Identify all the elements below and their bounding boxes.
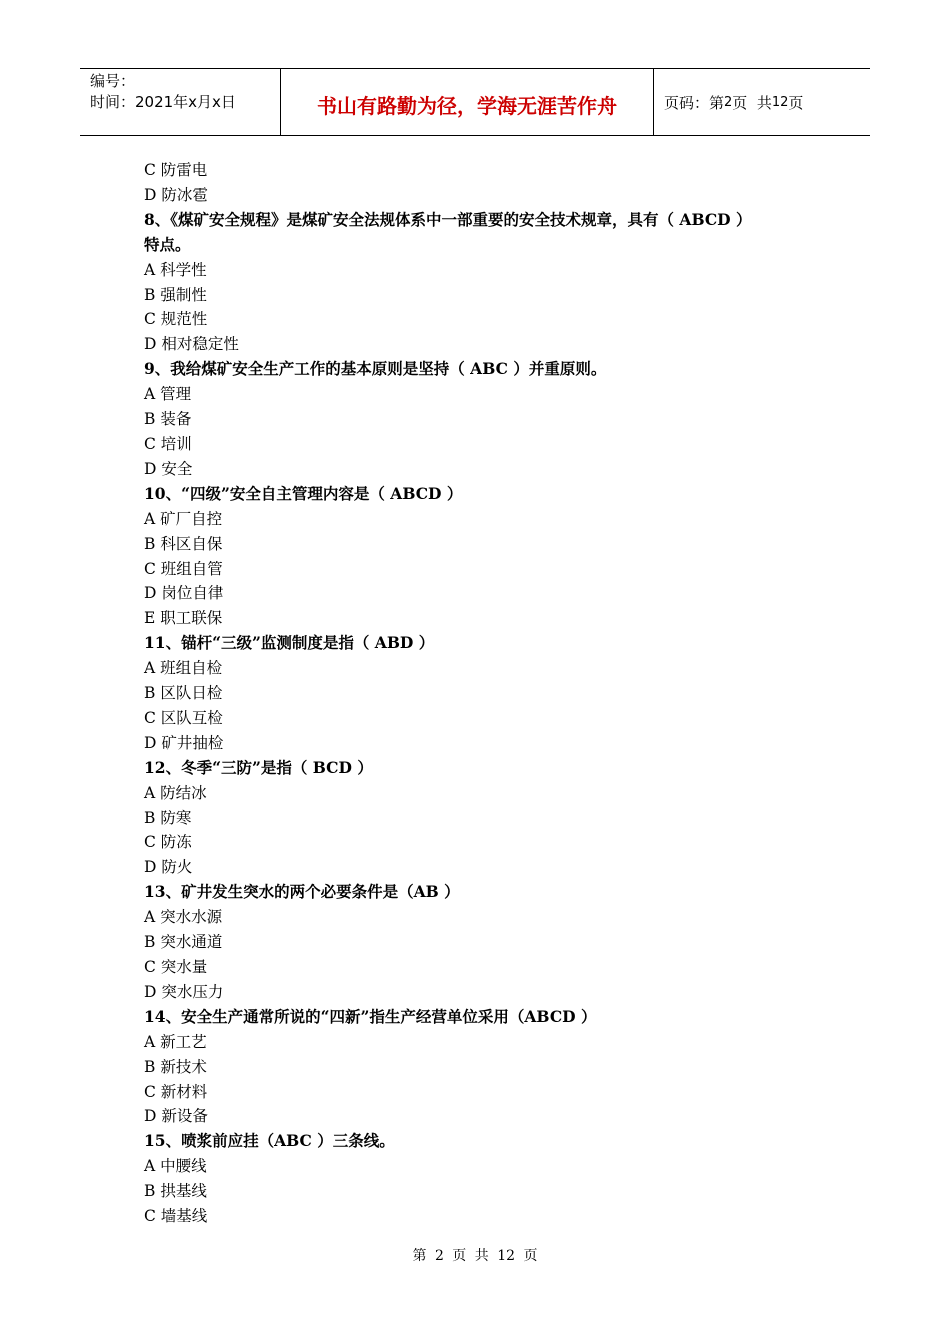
header-info-cell: [80, 69, 281, 135]
option-line: C 新材料: [144, 1082, 208, 1101]
option-line: C 防雷电: [144, 161, 208, 179]
page-current: 2: [724, 94, 733, 110]
page-footer: 第 2 页 共 12 页: [412, 1248, 538, 1264]
page-prefix: 页码：第: [664, 93, 725, 112]
code-label: 编号：: [90, 72, 136, 90]
question-line: 13、矿井发生突水的两个必要条件是（AB ）: [144, 882, 460, 902]
page-suffix: 页: [788, 93, 804, 112]
option-line: A 中腰线: [144, 1157, 207, 1176]
option-line: A 班组自检: [144, 659, 223, 678]
option-line: D 安全: [144, 459, 193, 478]
option-line: B 突水通道: [144, 933, 223, 952]
option-line: C 规范性: [144, 310, 208, 329]
option-line: B 装备: [144, 410, 192, 429]
question-line: 9、我给煤矿安全生产工作的基本原则是坚持（ ABC ）并重原则。: [144, 359, 607, 379]
question-line: 14、安全生产通常所说的“四新”指生产经营单位采用（ABCD ）: [144, 1006, 597, 1026]
header-page-cell: [654, 69, 870, 135]
question-line: 特点。: [144, 234, 191, 254]
option-line: A 矿厂自控: [144, 509, 223, 528]
page-total: 12: [771, 94, 789, 110]
option-line: A 新工艺: [144, 1032, 207, 1051]
option-line: B 防寒: [144, 808, 192, 827]
option-line: D 矿井抽检: [144, 733, 224, 752]
page-header: [80, 68, 870, 136]
question-line: 11、锚杆“三级”监测制度是指（ ABD ）: [144, 633, 435, 653]
motto-text: 书山有路勤为径，学海无涯苦作舟: [317, 93, 617, 118]
option-line: C 区队互检: [144, 708, 223, 727]
option-line: A 科学性: [144, 260, 207, 279]
document-body: [144, 158, 824, 1229]
option-line: D 相对稳定性: [144, 335, 239, 354]
option-line: E 职工联保: [144, 609, 223, 628]
date-label: 时间：2021年x月x日: [90, 93, 236, 111]
option-line: B 新技术: [144, 1057, 207, 1076]
question-line: 10、“四级”安全自主管理内容是（ ABCD ）: [144, 483, 463, 503]
option-line: B 区队日检: [144, 684, 223, 703]
page-middle: 页 共: [732, 93, 772, 112]
option-line: D 防冰雹: [144, 185, 208, 204]
question-line: 15、喷浆前应挂（ABC ）三条线。: [144, 1131, 395, 1151]
option-line: C 防冻: [144, 833, 192, 852]
option-line: C 培训: [144, 434, 192, 453]
option-line: B 科区自保: [144, 534, 223, 553]
option-line: A 突水水源: [144, 908, 223, 927]
option-line: D 突水压力: [144, 982, 224, 1001]
option-line: B 拱基线: [144, 1182, 207, 1201]
option-line: B 强制性: [144, 285, 207, 304]
option-line: C 突水量: [144, 958, 208, 976]
option-line: D 新设备: [144, 1107, 208, 1126]
header-motto-cell: [281, 69, 654, 135]
question-line: 12、冬季“三防”是指（ BCD ）: [144, 757, 373, 777]
option-line: A 防结冰: [144, 783, 207, 802]
option-line: C 班组自管: [144, 559, 223, 578]
option-line: D 防火: [144, 858, 193, 877]
option-line: A 管理: [144, 385, 192, 404]
question-line: 8、《煤矿安全规程》是煤矿安全法规体系中一部重要的安全技术规章，具有（ ABCD ）: [144, 209, 752, 229]
option-line: D 岗位自律: [144, 584, 224, 603]
option-line: C 墙基线: [144, 1207, 208, 1226]
